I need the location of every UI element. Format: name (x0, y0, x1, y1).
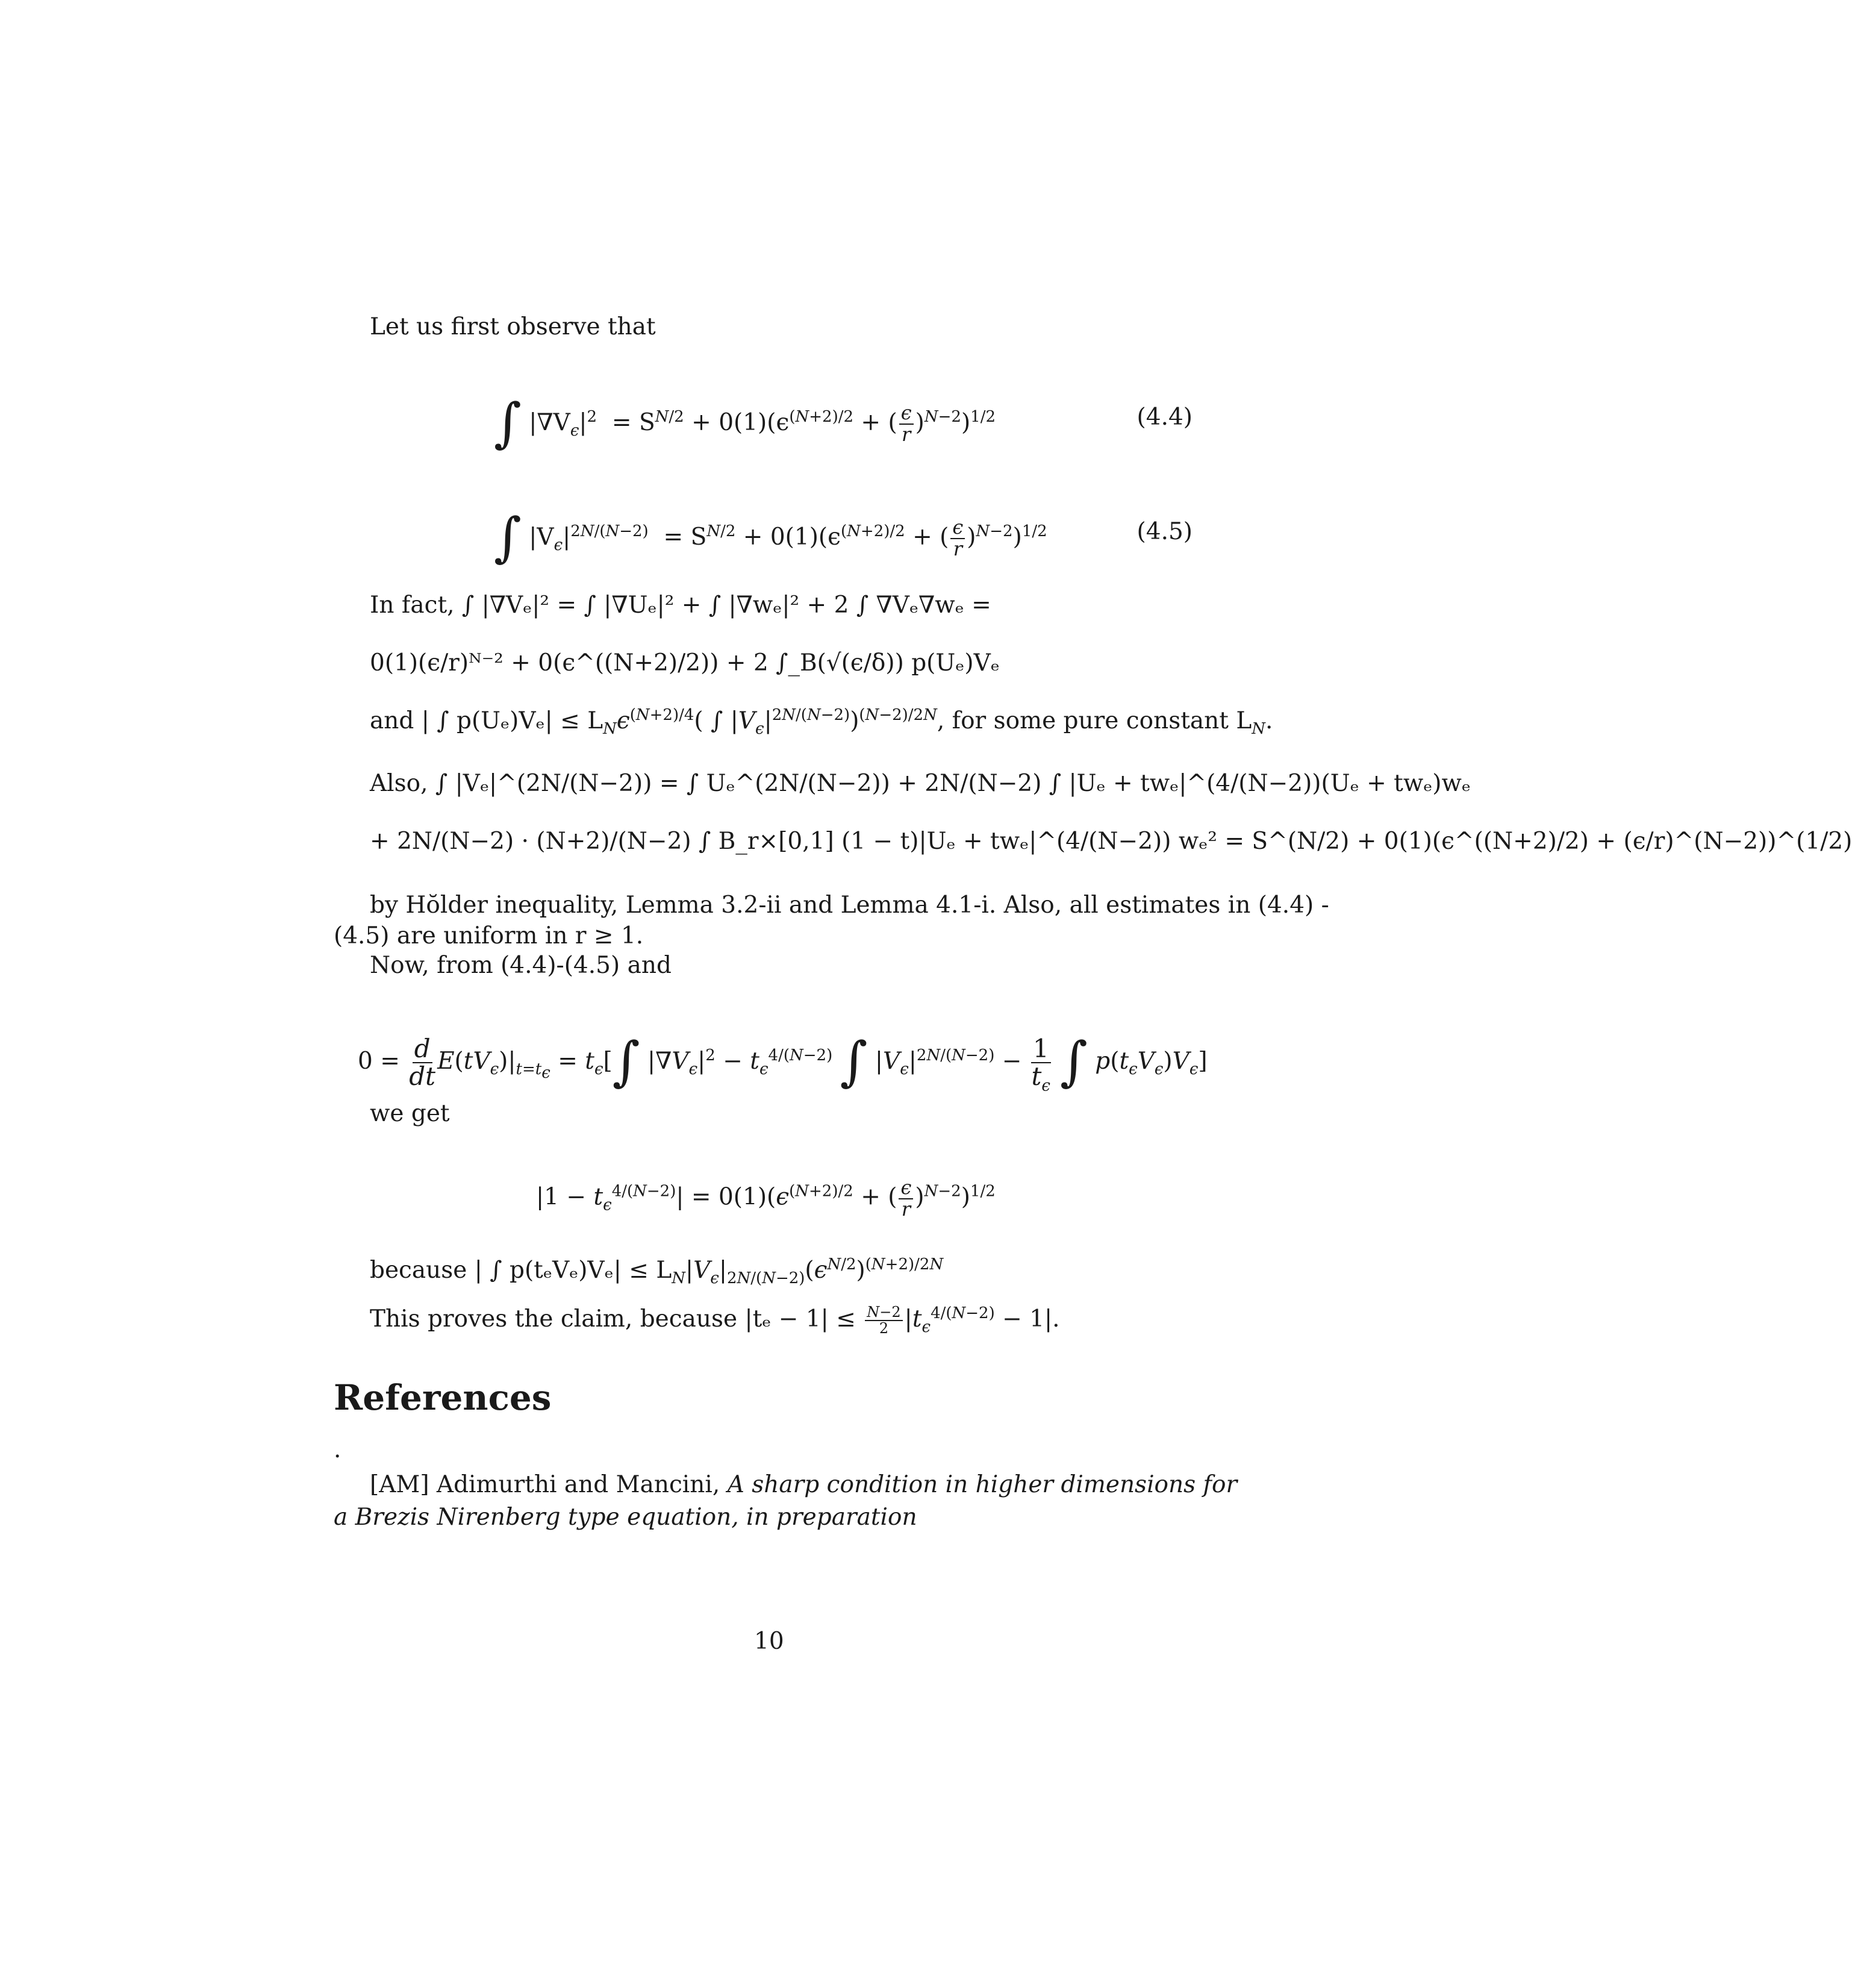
eq45-lhs: $|V_\epsilon|^{2N/(N-2)}$ (529, 522, 649, 554)
eq44-lhs: $|\nabla V_\epsilon|^2$ (529, 408, 597, 440)
because-line: because | ∫ $p(t_eV_e)V_e| \le L_N|V_\epsilon|_{2N/(N-2)}(\epsilon^{N/2})^{(N+2)/2N}$ (370, 1255, 944, 1287)
reference-am-line-2: a Brezis Nirenberg type equation, in preparation (334, 1504, 917, 1531)
also-line-1: Also, ∫ |Vₑ|^(2N/(N−2)) = ∫ Uₑ^(2N/(N−2)) + 2N/(N−2) ∫ |Uₑ + twₑ|^(4/(N−2))(Uₑ + twₑ)wₑ (370, 770, 1471, 797)
intro-line: Let us first observe that (370, 313, 656, 340)
also-line-2: + 2N/(N−2) · (N+2)/(N−2) ∫ B_r×[0,1] (1 − t)|Uₑ + twₑ|^(4/(N−2)) wₑ² = S^(N/2) + 0(1)(ϵ^((N+2)/2) + (ϵ/r)^(N−2))^(1/2) (370, 828, 1852, 855)
eq45-rhs: = $S^{N/2} + 0(1)(\epsilon^{(N+2)/2}$ + ( $\frac{\epsilon}{r}$ )$^{N-2}$)$^{1/2}$ (663, 516, 1047, 560)
reference-am-line-1: [AM] Adimurthi and Mancini, A sharp condition in higher dimensions for (370, 1471, 1238, 1498)
derivative-equation: 0 = $\frac{d}{dt}$ $E(tV_\epsilon)|_{t=t_\epsilon} = t_\epsilon[\int$ $|\nabla V_\epsilon|^2 - t_\epsilon^{4/(N-2)}$ ∫ $|V_\epsilon|^{2N/(N-2)}$ − $\frac{1}{t_\epsilon}$ ∫ $p(t_\epsilon V_\epsilon)V_\epsilon$] (358, 1030, 1208, 1095)
equation-4-5 (494, 500, 1193, 566)
references-heading: References (334, 1377, 552, 1418)
equation-number-4-5: (4.5) (1136, 518, 1193, 545)
proves-claim-line: This proves the claim, because |tₑ − 1| ≤ $\frac{N-2}{2}$ $|t_\epsilon^{4/(N-2)} - 1|$. (370, 1304, 1060, 1337)
integral-sign: ∫ (494, 392, 522, 454)
holder-paragraph: by Hŏlder inequality, Lemma 3.2-ii and Lemma 4.1-i. Also, all estimates in (4.4) - (4.5) are uniform in r ≥ 1. (334, 892, 1329, 949)
bullet-dot: . (334, 1436, 341, 1463)
equation-4-4 (494, 386, 1193, 452)
equation-number-4-4: (4.4) (1136, 404, 1193, 431)
now-line: Now, from (4.4)-(4.5) and (370, 952, 672, 979)
we-get-line: we get (370, 1100, 450, 1127)
integral-sign: ∫ (494, 506, 522, 568)
infact-line-3: and | ∫ $p(U_e)V_e| \le L_N\epsilon^{(N+2)/4}$( ∫ $|V_\epsilon|^{2N/(N-2)})^{(N-2)/2N}$, for some pure constant $L_N$. (370, 706, 1273, 738)
eq44-rhs: = $S^{N/2} + 0(1)(\epsilon^{(N+2)/2}$ + ( $\frac{\epsilon}{r}$ )$^{N-2}$)$^{1/2}$ (611, 401, 996, 446)
infact-line-2: 0(1)(ϵ/r)ᴺ⁻² + 0(ϵ^((N+2)/2)) + 2 ∫_B(√(ϵ/δ)) p(Uₑ)Vₑ (370, 649, 1000, 677)
page-number: 10 (754, 1628, 784, 1655)
t-epsilon-estimate: $|1 - t_\epsilon^{4/(N-2)}| = 0(1)(\epsilon^{(N+2)/2}$ + ( $\frac{\epsilon}{r}$ )$^{N-2}$)$^{1/2}$ (536, 1176, 996, 1221)
infact-line-1: In fact, ∫ |∇Vₑ|² = ∫ |∇Uₑ|² + ∫ |∇wₑ|² + 2 ∫ ∇Vₑ∇wₑ = (370, 592, 991, 619)
